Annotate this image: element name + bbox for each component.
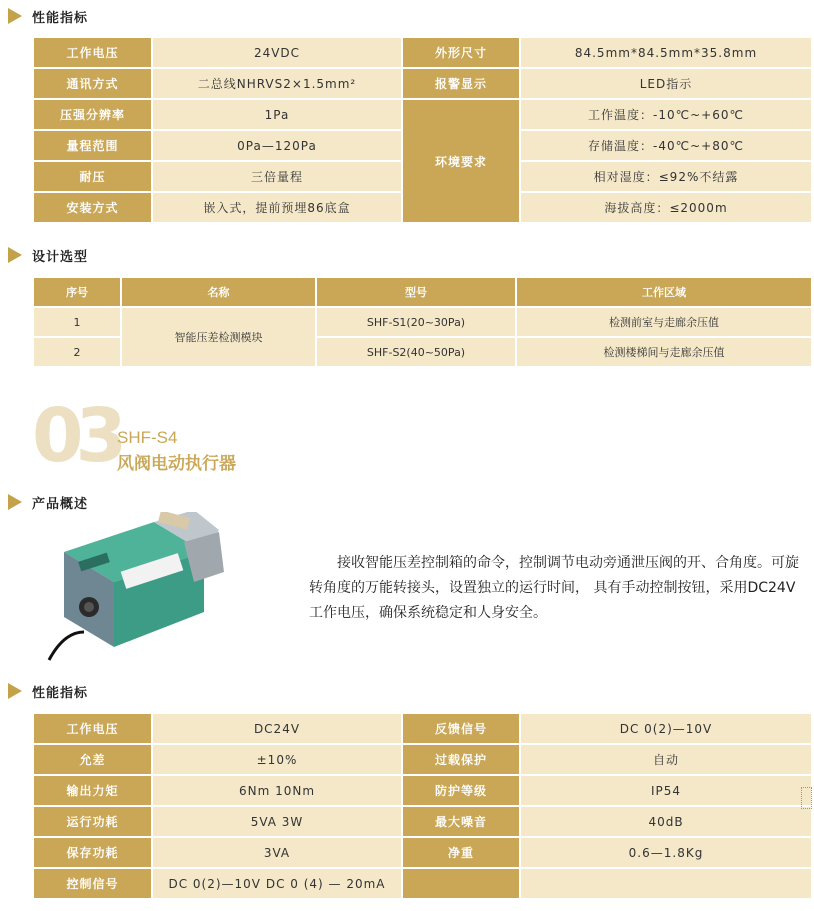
spec-value: IP54 (520, 775, 812, 806)
product-description: 接收智能压差控制箱的命令，控制调节电动旁通泄压阀的开、合角度。可旋转角度的万能转接头，设置独立的运行时间， 具有手动控制按钮，采用DC24V工作电压，确保系统稳定和人身安全。 (309, 555, 799, 621)
spec-value: DC24V (152, 714, 402, 744)
triangle-bullet-icon (8, 494, 22, 510)
spec-label: 压强分辨率 (34, 99, 152, 130)
actuator-product-image (44, 512, 244, 662)
table-row (34, 775, 812, 806)
spec-label: 安装方式 (34, 192, 152, 223)
column-header: 型号 (316, 278, 516, 307)
triangle-bullet-icon (8, 8, 22, 24)
spec-value: 工作温度：-10℃~+60℃ (520, 99, 812, 130)
table-row (34, 744, 812, 775)
section-heading-performance: 性能指标 (8, 6, 88, 26)
spec-label-environment: 环境要求 (402, 99, 520, 223)
spec-value: 40dB (520, 806, 812, 837)
column-header: 工作区域 (516, 278, 812, 307)
spec-label: 过载保护 (402, 744, 520, 775)
section-heading-performance-2: 性能指标 (8, 681, 88, 701)
table-cell: SHF-S2(40~50Pa) (316, 337, 516, 367)
spec-label: 通讯方式 (34, 68, 152, 99)
spec-label: 允差 (34, 744, 152, 775)
spec-label: 净重 (402, 837, 520, 868)
spec-value: 5VA 3W (152, 806, 402, 837)
table-row (34, 714, 812, 744)
table-header-row (34, 278, 812, 307)
spec-value (520, 868, 812, 899)
triangle-bullet-icon (8, 683, 22, 699)
triangle-bullet-icon (8, 247, 22, 263)
product-model: SHF-S4 (117, 428, 178, 447)
spec-value: 相对湿度：≤92%不结露 (520, 161, 812, 192)
spec-label: 运行功耗 (34, 806, 152, 837)
spec-value: DC 0(2)—10V (520, 714, 812, 744)
spec-label: 保存功耗 (34, 837, 152, 868)
table-cell: SHF-S1(20~30Pa) (316, 307, 516, 337)
spec-value: 二总线NHRVS2×1.5mm² (152, 68, 402, 99)
spec-label: 防护等级 (402, 775, 520, 806)
spec-value: 1Pa (152, 99, 402, 130)
spec-label: 报警显示 (402, 68, 520, 99)
spec-label: 工作电压 (34, 38, 152, 68)
performance-table-1 (34, 38, 813, 224)
spec-label: 控制信号 (34, 868, 152, 899)
spec-label (402, 868, 520, 899)
column-header: 名称 (121, 278, 316, 307)
selection-table (34, 278, 813, 368)
spec-value: 84.5mm*84.5mm*35.8mm (520, 38, 812, 68)
spec-label: 最大噪音 (402, 806, 520, 837)
section-heading-overview: 产品概述 (8, 492, 88, 512)
table-row (34, 806, 812, 837)
spec-label: 耐压 (34, 161, 152, 192)
spec-value: DC 0(2)—10V DC 0 (4) — 20mA (152, 868, 402, 899)
table-cell: 检测前室与走廊余压值 (516, 307, 812, 337)
table-row (34, 38, 812, 68)
spec-value: 嵌入式，提前预埋86底盒 (152, 192, 402, 223)
product-number: 03 (32, 393, 119, 479)
performance-table-2 (34, 714, 813, 900)
table-cell: 智能压差检测模块 (121, 307, 316, 367)
spec-label: 外形尺寸 (402, 38, 520, 68)
table-row (34, 307, 812, 337)
table-row (34, 868, 812, 899)
table-row (34, 837, 812, 868)
spec-label: 量程范围 (34, 130, 152, 161)
spec-label: 工作电压 (34, 714, 152, 744)
spec-value: 存储温度：-40℃~+80℃ (520, 130, 812, 161)
column-header: 序号 (34, 278, 121, 307)
spec-value: 24VDC (152, 38, 402, 68)
table-row (34, 68, 812, 99)
spec-value: 海拔高度：≤2000m (520, 192, 812, 223)
table-row (34, 99, 812, 130)
spec-value: 6Nm 10Nm (152, 775, 402, 806)
spec-value: LED指示 (520, 68, 812, 99)
spec-value: 3VA (152, 837, 402, 868)
spec-label: 输出力矩 (34, 775, 152, 806)
spec-value: 0Pa—120Pa (152, 130, 402, 161)
spec-value: 0.6—1.8Kg (520, 837, 812, 868)
spec-value: 自动 (520, 744, 812, 775)
scroll-handle[interactable] (801, 787, 812, 809)
product-name: 风阀电动执行器 (117, 454, 236, 474)
table-cell: 2 (34, 337, 121, 367)
table-cell: 1 (34, 307, 121, 337)
spec-value: ±10% (152, 744, 402, 775)
section-heading-selection: 设计选型 (8, 245, 88, 265)
table-cell: 检测楼梯间与走廊余压值 (516, 337, 812, 367)
spec-value: 三倍量程 (152, 161, 402, 192)
spec-label: 反馈信号 (402, 714, 520, 744)
